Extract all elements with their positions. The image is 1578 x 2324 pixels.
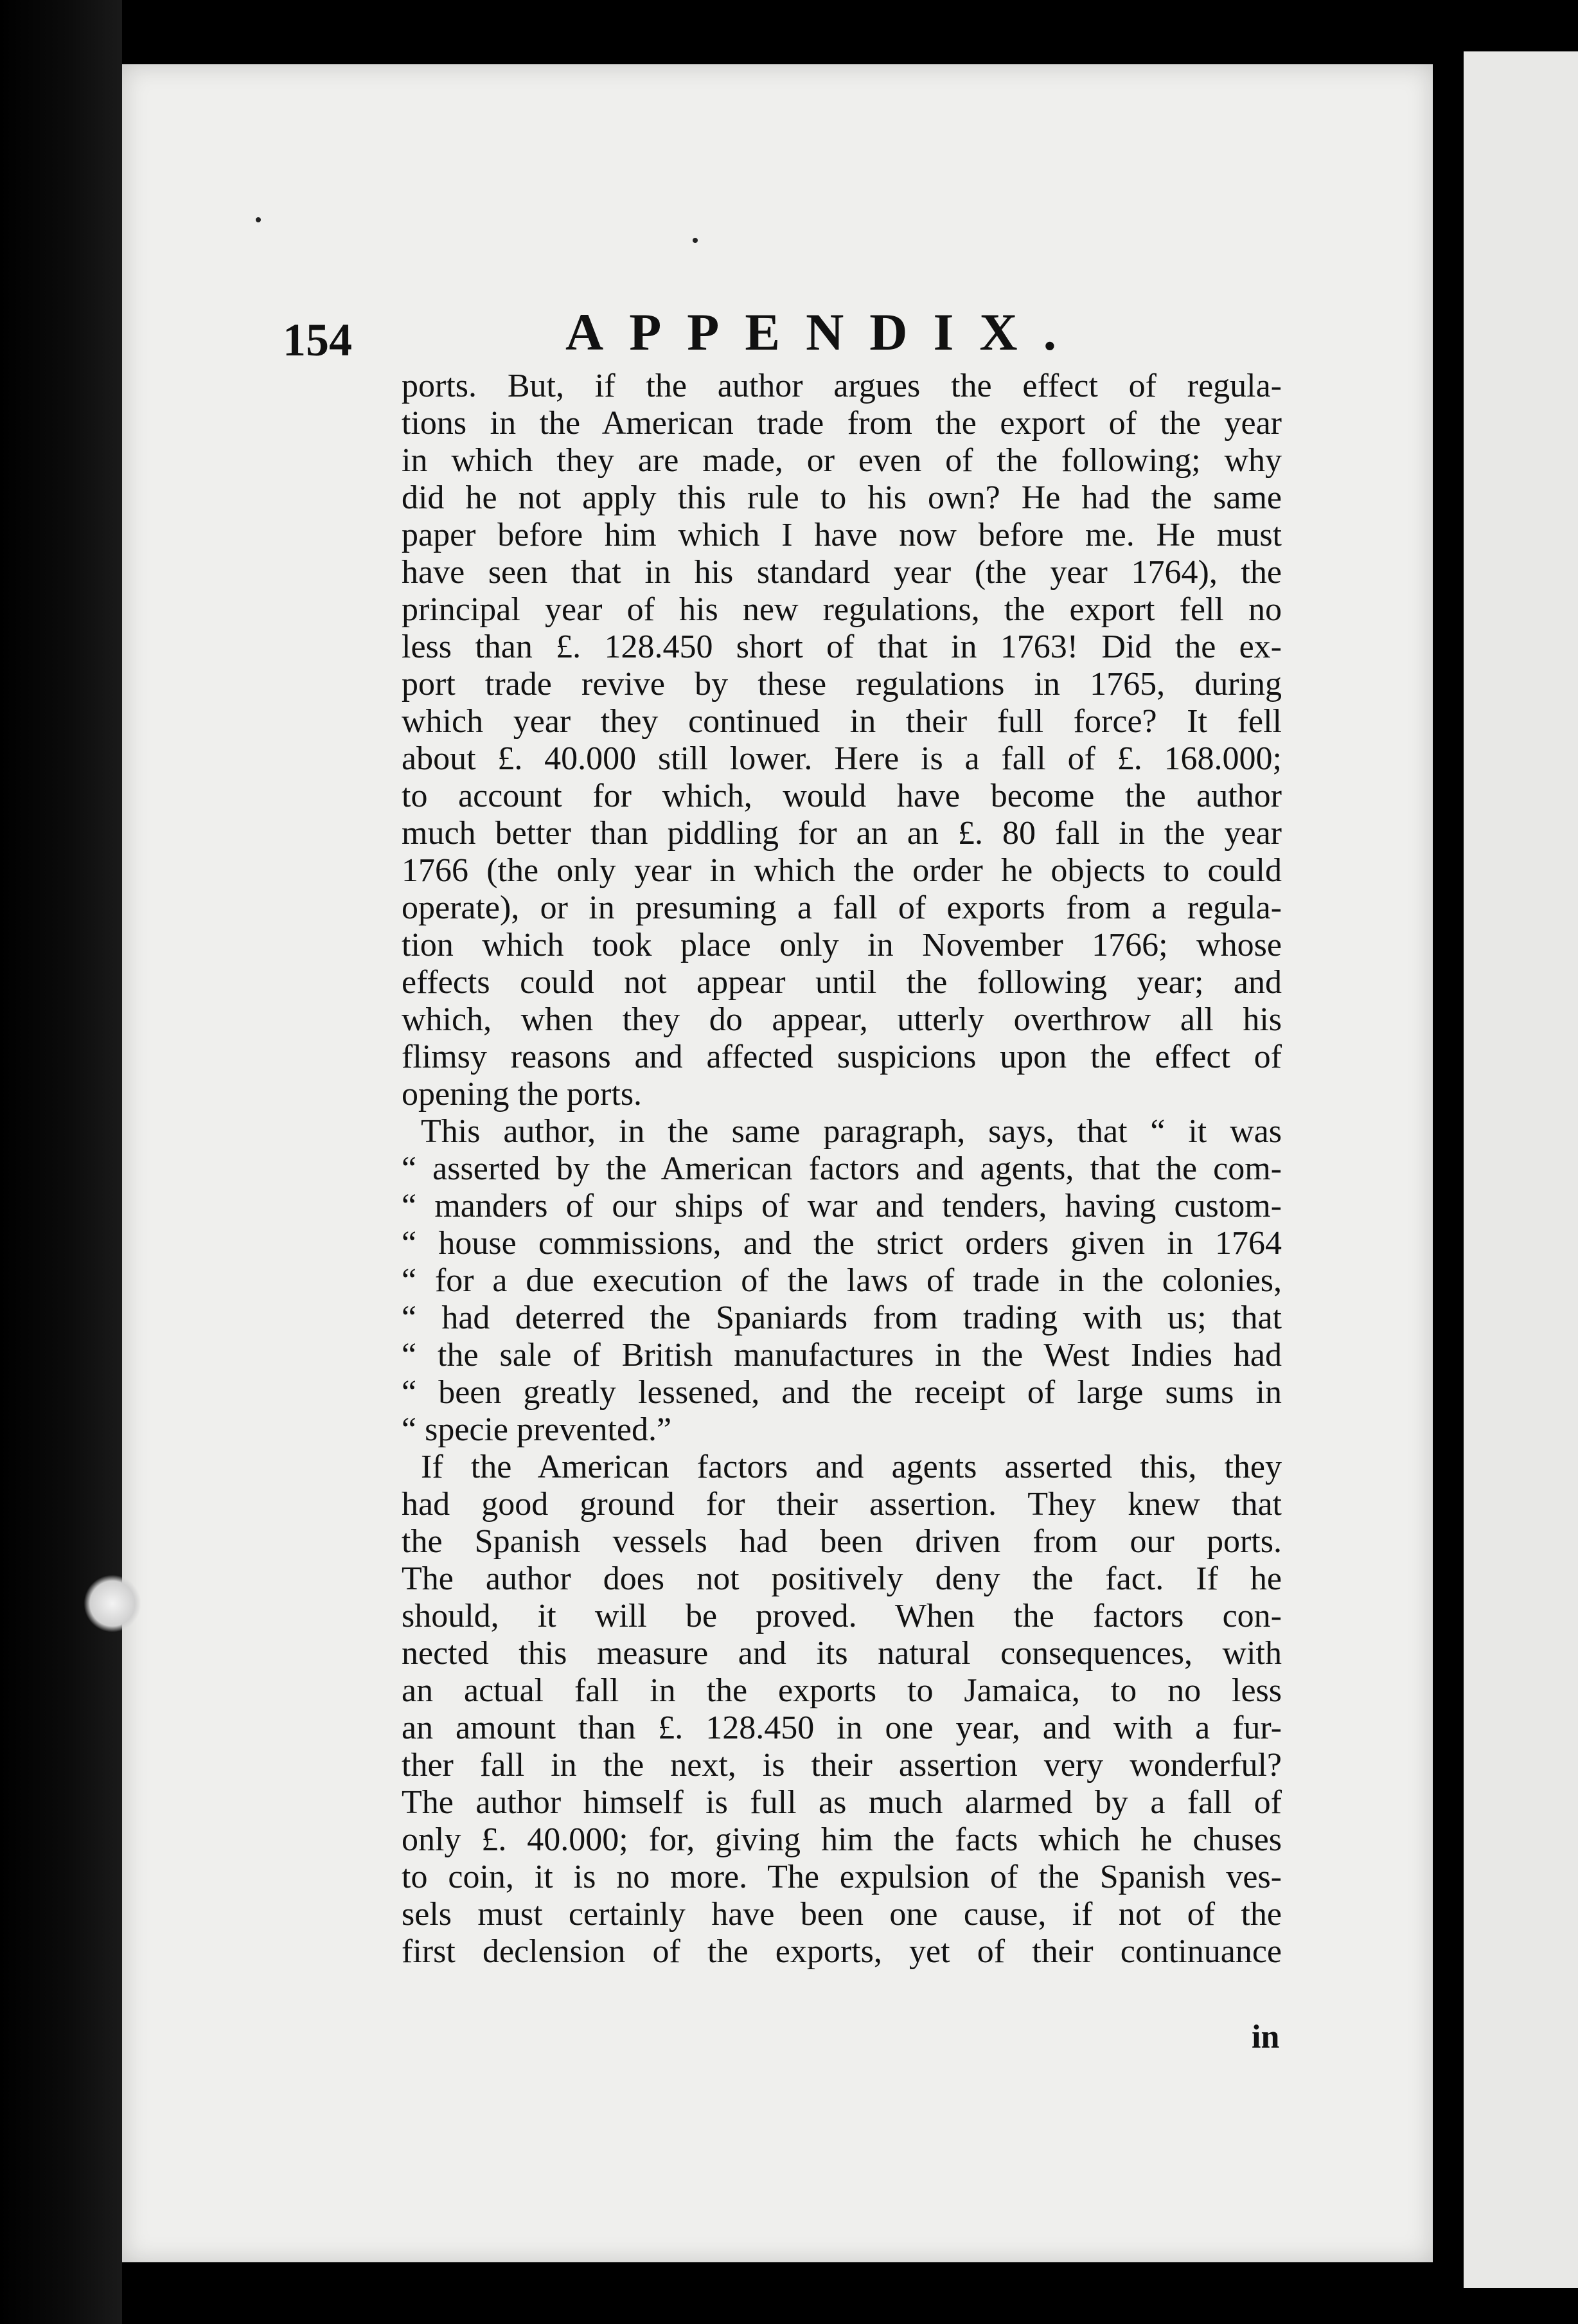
ink-speck (256, 217, 261, 222)
quoted-line: “ asserted by the American factors and agents, that the com- (402, 1150, 1282, 1187)
text-line: flimsy reasons and affected suspicions upon the effect of (402, 1039, 1282, 1075)
running-head: APPENDIX. (565, 303, 1083, 361)
text-line: an actual fall in the exports to Jamaica, to no less (402, 1672, 1282, 1709)
text-line: did he not apply this rule to his own? He had the same (402, 479, 1282, 516)
text-line: much better than piddling for an an £. 80 fall in the year (402, 815, 1282, 852)
quoted-line: “ been greatly lessened, and the receipt of large sums in (402, 1374, 1282, 1411)
text-line: ports. But, if the author argues the effect of regula- (402, 368, 1282, 404)
ink-speck (693, 238, 698, 243)
quoted-line: “ manders of our ships of war and tenders, having custom- (402, 1188, 1282, 1224)
facing-page-edge (1464, 51, 1578, 2288)
body-text (402, 368, 1282, 1971)
text-line: nected this measure and its natural consequences, with (402, 1635, 1282, 1672)
text-line: 1766 (the only year in which the order he objects to could (402, 852, 1282, 889)
text-line: had good ground for their assertion. They knew that (402, 1486, 1282, 1523)
quoted-line: “ had deterred the Spaniards from trading with us; that (402, 1300, 1282, 1336)
text-line: operate), or in presuming a fall of exports from a regula- (402, 889, 1282, 926)
text-line: The author himself is full as much alarmed by a fall of (402, 1784, 1282, 1821)
text-line: less than £. 128.450 short of that in 1763! Did the ex- (402, 629, 1282, 665)
text-line: only £. 40.000; for, giving him the facts which he chuses (402, 1821, 1282, 1858)
text-line: principal year of his new regulations, the export fell no (402, 591, 1282, 628)
text-line: tions in the American trade from the export of the year (402, 405, 1282, 442)
text-line: effects could not appear until the following year; and (402, 964, 1282, 1001)
text-line: The author does not positively deny the fact. If he (402, 1560, 1282, 1597)
text-line: paper before him which I have now before me. He must (402, 517, 1282, 553)
text-line: first declension of the exports, yet of their continuance (402, 1933, 1282, 1970)
book-binding-edge (0, 0, 122, 2324)
text-line: which year they continued in their full force? It fell (402, 703, 1282, 740)
paper-blemish (84, 1575, 141, 1632)
text-line: to coin, it is no more. The expulsion of the Spanish ves- (402, 1859, 1282, 1895)
text-line: tion which took place only in November 1766; whose (402, 927, 1282, 963)
text-line: about £. 40.000 still lower. Here is a fall of £. 168.000; (402, 740, 1282, 777)
text-line: which, when they do appear, utterly overthrow all his (402, 1001, 1282, 1038)
page-number: 154 (283, 314, 352, 366)
page-gutter (1433, 0, 1464, 2324)
text-line: have seen that in his standard year (the year 1764), the (402, 554, 1282, 591)
quoted-line: “ specie prevented.” (402, 1411, 672, 1448)
text-line: in which they are made, or even of the following; why (402, 442, 1282, 479)
text-line: to account for which, would have become the author (402, 778, 1282, 814)
quoted-line: “ house commissions, and the strict orders given in 1764 (402, 1225, 1282, 1262)
text-line: ther fall in the next, is their assertion very wonderful? (402, 1747, 1282, 1783)
text-line: the Spanish vessels had been driven from our ports. (402, 1523, 1282, 1560)
text-line: an amount than £. 128.450 in one year, and with a fur- (402, 1710, 1282, 1746)
quoted-line: “ the sale of British manufactures in the West Indies had (402, 1337, 1282, 1373)
text-line: opening the ports. (402, 1076, 643, 1113)
text-line: sels must certainly have been one cause, if not of the (402, 1896, 1282, 1933)
catchword: in (1252, 2019, 1280, 2055)
quoted-line: “ for a due execution of the laws of trade in the colonies, (402, 1262, 1282, 1299)
text-line: This author, in the same paragraph, says, that “ it was (421, 1113, 1282, 1150)
text-line: port trade revive by these regulations in 1765, during (402, 666, 1282, 702)
text-line: should, it will be proved. When the factors con- (402, 1598, 1282, 1634)
text-line: If the American factors and agents asserted this, they (421, 1449, 1282, 1485)
